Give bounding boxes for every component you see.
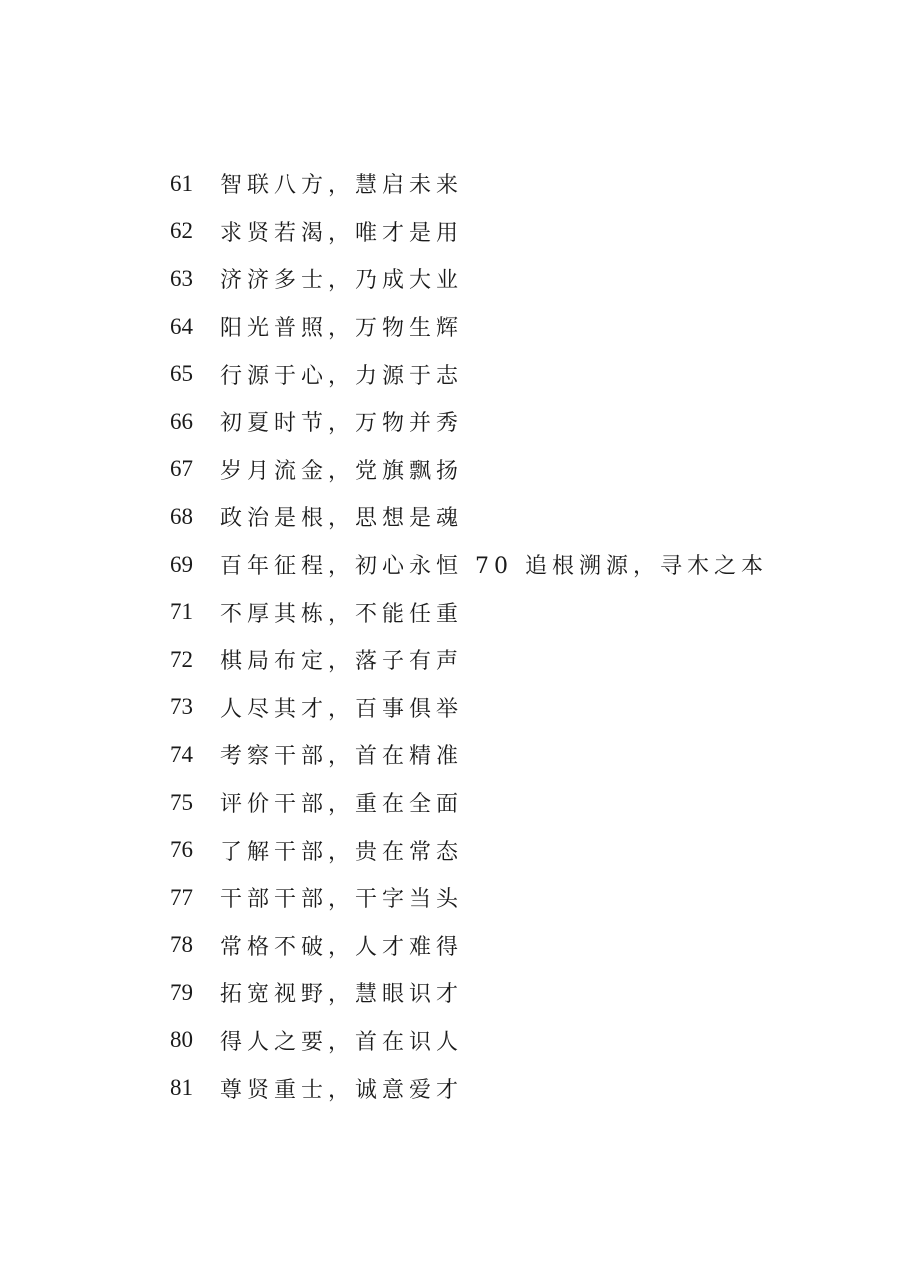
item-text: 干部干部，干字当头 [220,887,464,913]
item-text: 棋局布定，落子有声 [220,649,464,675]
item-text: 尊贤重士，诚意爱才 [220,1077,464,1103]
list-item [170,255,768,303]
item-text: 人尽其才，百事俱举 [220,696,464,722]
item-text: 百年征程，初心永恒 70 追根溯源，寻木之本 [220,554,768,580]
item-text: 政治是根，思想是魂 [220,506,464,532]
list-item [170,303,768,351]
item-number: 73 [170,694,193,720]
item-text: 岁月流金，党旗飘扬 [220,458,464,484]
item-text: 济济多士，乃成大业 [220,268,464,294]
item-number: 62 [170,218,193,244]
list-item [170,350,768,398]
item-text: 评价干部，重在全面 [220,792,464,818]
list-item [170,493,768,541]
item-number: 78 [170,932,193,958]
list-item [170,398,768,446]
list-item [170,874,768,922]
item-number: 77 [170,884,193,910]
list-item [170,922,768,970]
list-item [170,160,768,208]
item-text: 求贤若渴，唯才是用 [220,220,464,246]
list-item [170,446,768,494]
list-item [170,208,768,256]
item-text: 了解干部，贵在常态 [220,839,464,865]
item-text: 考察干部，首在精准 [220,744,464,770]
item-number: 63 [170,265,193,291]
list-item [170,636,768,684]
list-item [170,1017,768,1065]
item-text: 阳光普照，万物生辉 [220,316,464,342]
item-text: 得人之要，首在识人 [220,1029,464,1055]
list-item [170,1064,768,1112]
slogan-list [170,160,768,1112]
item-number: 80 [170,1027,193,1053]
list-item [170,588,768,636]
item-number: 68 [170,503,193,529]
list-item [170,969,768,1017]
list-item [170,731,768,779]
item-text: 不厚其栋，不能任重 [220,601,464,627]
item-number: 72 [170,646,193,672]
item-number: 75 [170,789,193,815]
item-number: 69 [170,551,193,577]
item-text: 拓宽视野，慧眼识才 [220,982,464,1008]
item-text: 行源于心，力源于志 [220,363,464,389]
item-number: 67 [170,456,193,482]
list-item [170,684,768,732]
list-item [170,541,768,589]
item-number: 66 [170,408,193,434]
item-number: 76 [170,837,193,863]
item-text: 智联八方，慧启未来 [220,173,464,199]
item-number: 74 [170,741,193,767]
item-text: 常格不破，人才难得 [220,934,464,960]
list-item [170,826,768,874]
list-item [170,779,768,827]
item-text: 初夏时节，万物并秀 [220,411,464,437]
item-number: 81 [170,1075,193,1101]
item-number: 64 [170,313,193,339]
item-number: 65 [170,361,193,387]
item-number: 61 [170,170,193,196]
item-number: 71 [170,599,193,625]
item-number: 79 [170,979,193,1005]
